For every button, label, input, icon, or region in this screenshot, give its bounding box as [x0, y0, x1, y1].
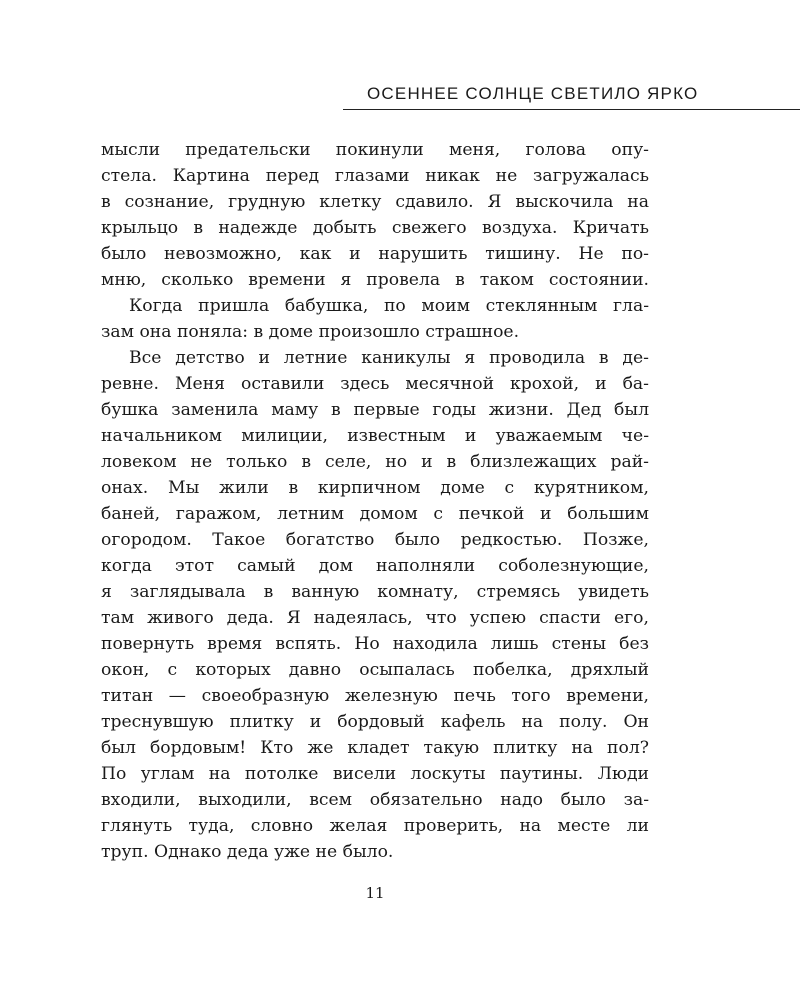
text-line: стела. Картина перед глазами никак не загружалась [101, 166, 649, 186]
text-line: мысли предательски покинули меня, голова опу- [101, 140, 649, 160]
text-line: треснувшую плитку и бордовый кафель на полу. Он [101, 712, 649, 732]
text-line: зам она поняла: в доме произошло страшное. [101, 322, 520, 342]
text-line: По углам на потолке висели лоскуты паутины. Люди [101, 764, 649, 784]
text-line: огородом. Такое богатство было редкостью. Позже, [101, 530, 649, 550]
text-line: Все детство и летние каникулы я проводила в де- [129, 348, 649, 368]
text-line: труп. Однако деда уже не было. [101, 842, 394, 862]
text-line: баней, гаражом, летним домом с печкой и большим [101, 504, 649, 524]
text-line: был бордовым! Кто же кладет такую плитку на пол? [101, 738, 649, 758]
text-line: было невозможно, как и нарушить тишину. Не по- [101, 244, 649, 264]
page-body-text [101, 137, 649, 865]
text-line: крыльцо в надежде добыть свежего воздуха. Кричать [101, 218, 649, 238]
text-line: там живого деда. Я надеялась, что успею спасти его, [101, 608, 649, 628]
running-title: ОСЕННЕЕ СОЛНЦЕ СВЕТИЛО ЯРКО [367, 84, 699, 103]
text-line: Когда пришла бабушка, по моим стеклянным гла- [129, 296, 649, 316]
text-line: когда этот самый дом наполняли соболезнующие, [101, 556, 649, 576]
page-number: 11 [365, 884, 385, 902]
text-line: ревне. Меня оставили здесь месячной крохой, и ба- [101, 374, 649, 394]
text-line: я заглядывала в ванную комнату, стремясь увидеть [101, 582, 649, 602]
text-line: в сознание, грудную клетку сдавило. Я выскочила на [101, 192, 649, 212]
text-line: титан — своеобразную железную печь того времени, [101, 686, 649, 706]
text-line: входили, выходили, всем обязательно надо было за- [101, 790, 649, 810]
text-line: бушка заменила маму в первые годы жизни. Дед был [101, 400, 649, 420]
text-line: онах. Мы жили в кирпичном доме с курятником, [101, 478, 649, 498]
text-line: начальником милиции, известным и уважаемым че- [101, 426, 649, 446]
text-line: ловеком не только в селе, но и в близлежащих рай- [101, 452, 649, 472]
text-line: мню, сколько времени я провела в таком состоянии. [101, 270, 649, 290]
running-header [343, 82, 800, 110]
text-line: глянуть туда, словно желая проверить, на месте ли [101, 816, 649, 836]
text-line: окон, с которых давно осыпалась побелка, дряхлый [101, 660, 649, 680]
text-line: повернуть время вспять. Но находила лишь стены без [101, 634, 649, 654]
